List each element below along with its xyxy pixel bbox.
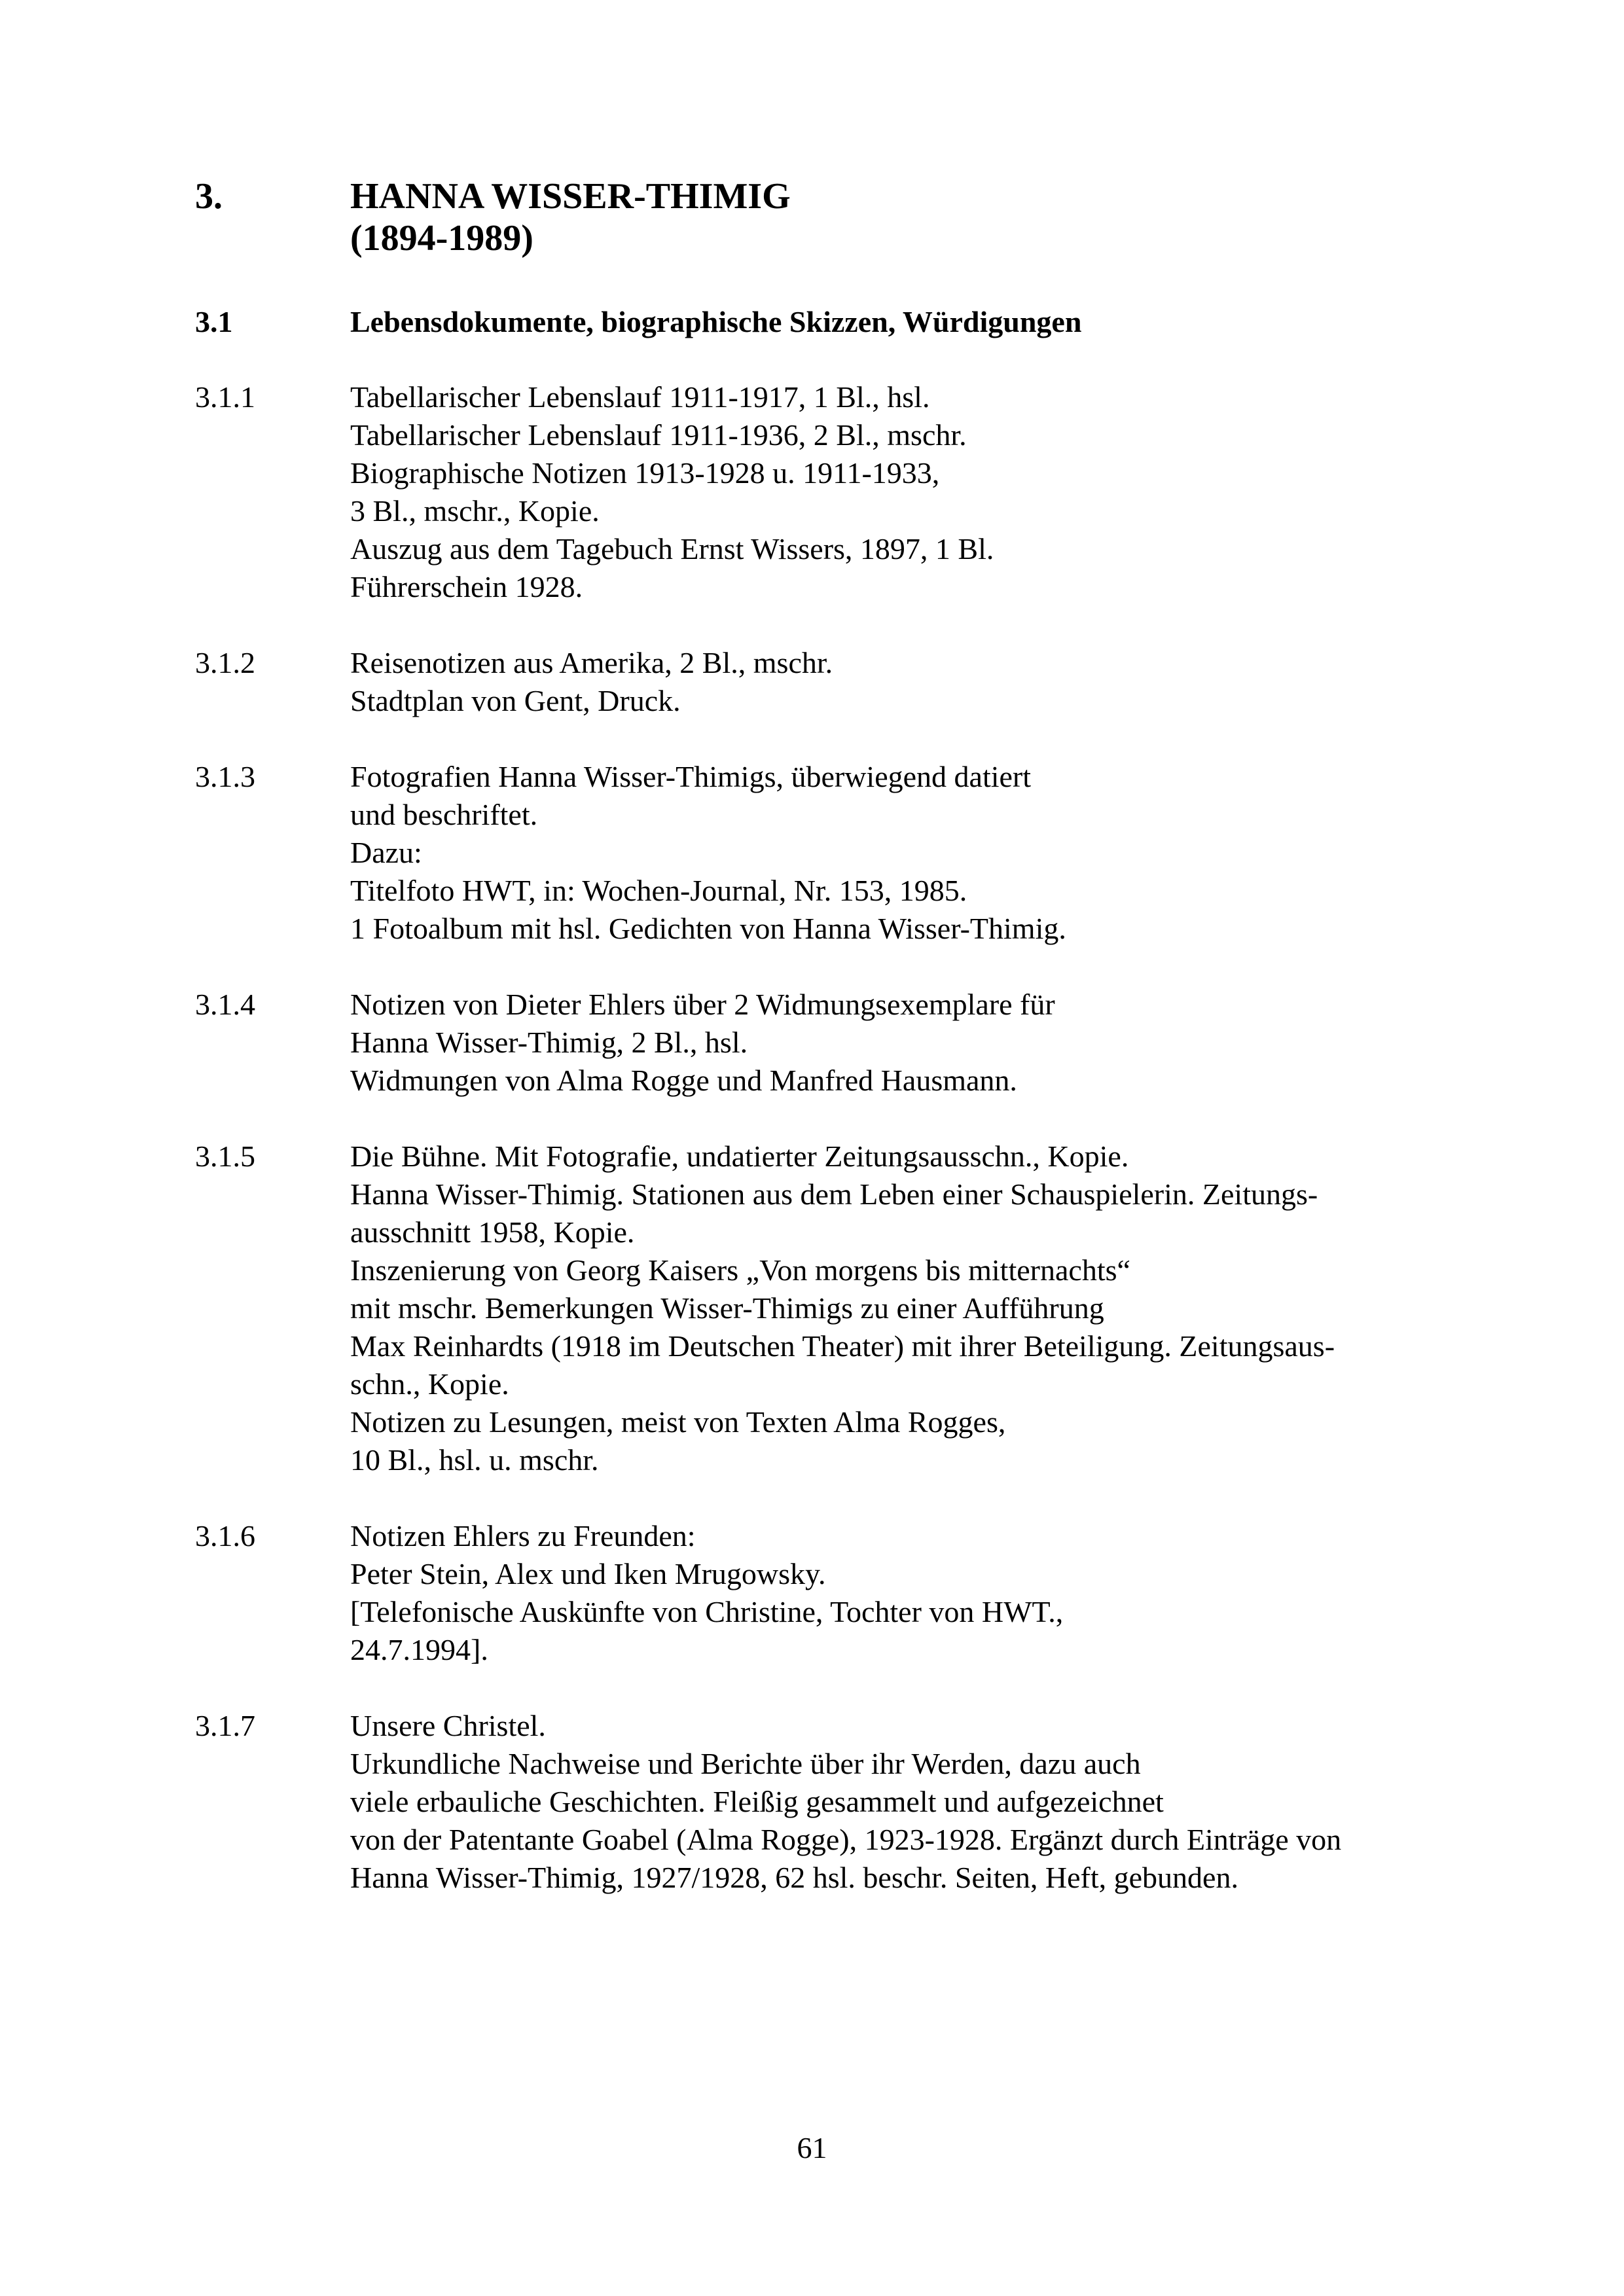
entry-3-1-4: [195, 986, 1439, 1100]
entry-text: [350, 758, 1439, 948]
entry-line: Titelfoto HWT, in: Wochen-Journal, Nr. 153, 1985.: [350, 874, 967, 907]
entry-line: [Telefonische Auskünfte von Christine, Tochter von HWT.,: [350, 1595, 1064, 1628]
chapter-title: HANNA WISSER-THIMIG: [350, 176, 791, 217]
entry-line: Auszug aus dem Tagebuch Ernst Wissers, 1897, 1 Bl.: [350, 532, 994, 565]
entry-list: [195, 378, 1439, 1935]
entry-line: Dazu:: [350, 836, 422, 869]
entry-number: 3.1.6: [195, 1519, 255, 1552]
entry-line: 3 Bl., mschr., Kopie.: [350, 494, 600, 528]
entry-line: Hanna Wisser-Thimig, 2 Bl., hsl.: [350, 1026, 748, 1059]
entry-text: [350, 378, 1439, 606]
chapter-number: 3.: [195, 176, 223, 217]
entry-line: Hanna Wisser-Thimig. Stationen aus dem Leben einer Schauspielerin. Zeitungs-: [350, 1177, 1318, 1211]
entry-number: 3.1.5: [195, 1139, 255, 1173]
entry-line: 1 Fotoalbum mit hsl. Gedichten von Hanna Wisser-Thimig.: [350, 912, 1066, 945]
entry-line: 10 Bl., hsl. u. mschr.: [350, 1443, 599, 1477]
entry-number: 3.1.3: [195, 760, 255, 793]
entry-line: viele erbauliche Geschichten. Fleißig gesammelt und aufgezeichnet: [350, 1785, 1164, 1818]
entry-text: [350, 986, 1439, 1100]
entry-line: Max Reinhardts (1918 im Deutschen Theater) mit ihrer Beteiligung. Zeitungsaus-: [350, 1329, 1335, 1363]
entry-line: 24.7.1994].: [350, 1633, 488, 1666]
entry-line: Die Bühne. Mit Fotografie, undatierter Zeitungsausschn., Kopie.: [350, 1139, 1129, 1173]
entry-line: mit mschr. Bemerkungen Wisser-Thimigs zu einer Aufführung: [350, 1291, 1104, 1325]
entry-number: 3.1.1: [195, 380, 255, 414]
chapter-titles: [350, 175, 1398, 259]
entry-3-1-7: [195, 1707, 1439, 1897]
page-number: 61: [797, 2131, 827, 2164]
entry-line: Tabellarischer Lebenslauf 1911-1936, 2 Bl., mschr.: [350, 418, 967, 452]
section-number: 3.1: [195, 305, 233, 338]
entry-3-1-1: [195, 378, 1439, 606]
entry-line: ausschnitt 1958, Kopie.: [350, 1215, 635, 1249]
entry-line: von der Patentante Goabel (Alma Rogge), 1923-1928. Ergänzt durch Einträge von: [350, 1823, 1342, 1856]
entry-3-1-5: [195, 1138, 1439, 1479]
entry-3-1-3: [195, 758, 1439, 948]
entry-3-1-2: [195, 644, 1439, 720]
entry-line: Peter Stein, Alex und Iken Mrugowsky.: [350, 1557, 826, 1590]
entry-number: 3.1.7: [195, 1709, 255, 1742]
entry-line: Notizen zu Lesungen, meist von Texten Alma Rogges,: [350, 1405, 1006, 1439]
entry-line: Fotografien Hanna Wisser-Thimigs, überwiegend datiert: [350, 760, 1032, 793]
entry-line: Führerschein 1928.: [350, 570, 583, 603]
entry-line: Urkundliche Nachweise und Berichte über ihr Werden, dazu auch: [350, 1747, 1141, 1780]
entry-line: Notizen von Dieter Ehlers über 2 Widmungsexemplare für: [350, 988, 1055, 1021]
entry-line: Widmungen von Alma Rogge und Manfred Hausmann.: [350, 1064, 1017, 1097]
entry-line: Tabellarischer Lebenslauf 1911-1917, 1 Bl., hsl.: [350, 380, 930, 414]
entry-number: 3.1.2: [195, 646, 255, 679]
section-title: Lebensdokumente, biographische Skizzen, Würdigungen: [350, 305, 1082, 338]
entry-line: schn., Kopie.: [350, 1367, 509, 1401]
entry-line: Biographische Notizen 1913-1928 u. 1911-1933,: [350, 456, 940, 490]
entry-line: Notizen Ehlers zu Freunden:: [350, 1519, 696, 1552]
entry-line: Stadtplan von Gent, Druck.: [350, 684, 681, 717]
entry-text: [350, 1707, 1439, 1897]
entry-line: Hanna Wisser-Thimig, 1927/1928, 62 hsl. beschr. Seiten, Heft, gebunden.: [350, 1861, 1238, 1894]
entry-3-1-6: [195, 1517, 1439, 1669]
entry-line: Unsere Christel.: [350, 1709, 546, 1742]
entry-number: 3.1.4: [195, 988, 255, 1021]
entry-line: und beschriftet.: [350, 798, 538, 831]
entry-line: Inszenierung von Georg Kaisers „Von morgens bis mitternachts“: [350, 1253, 1130, 1287]
entry-line: Reisenotizen aus Amerika, 2 Bl., mschr.: [350, 646, 833, 679]
entry-text: [350, 644, 1439, 720]
entry-text: [350, 1138, 1439, 1479]
chapter-years: (1894-1989): [350, 218, 533, 259]
entry-text: [350, 1517, 1439, 1669]
